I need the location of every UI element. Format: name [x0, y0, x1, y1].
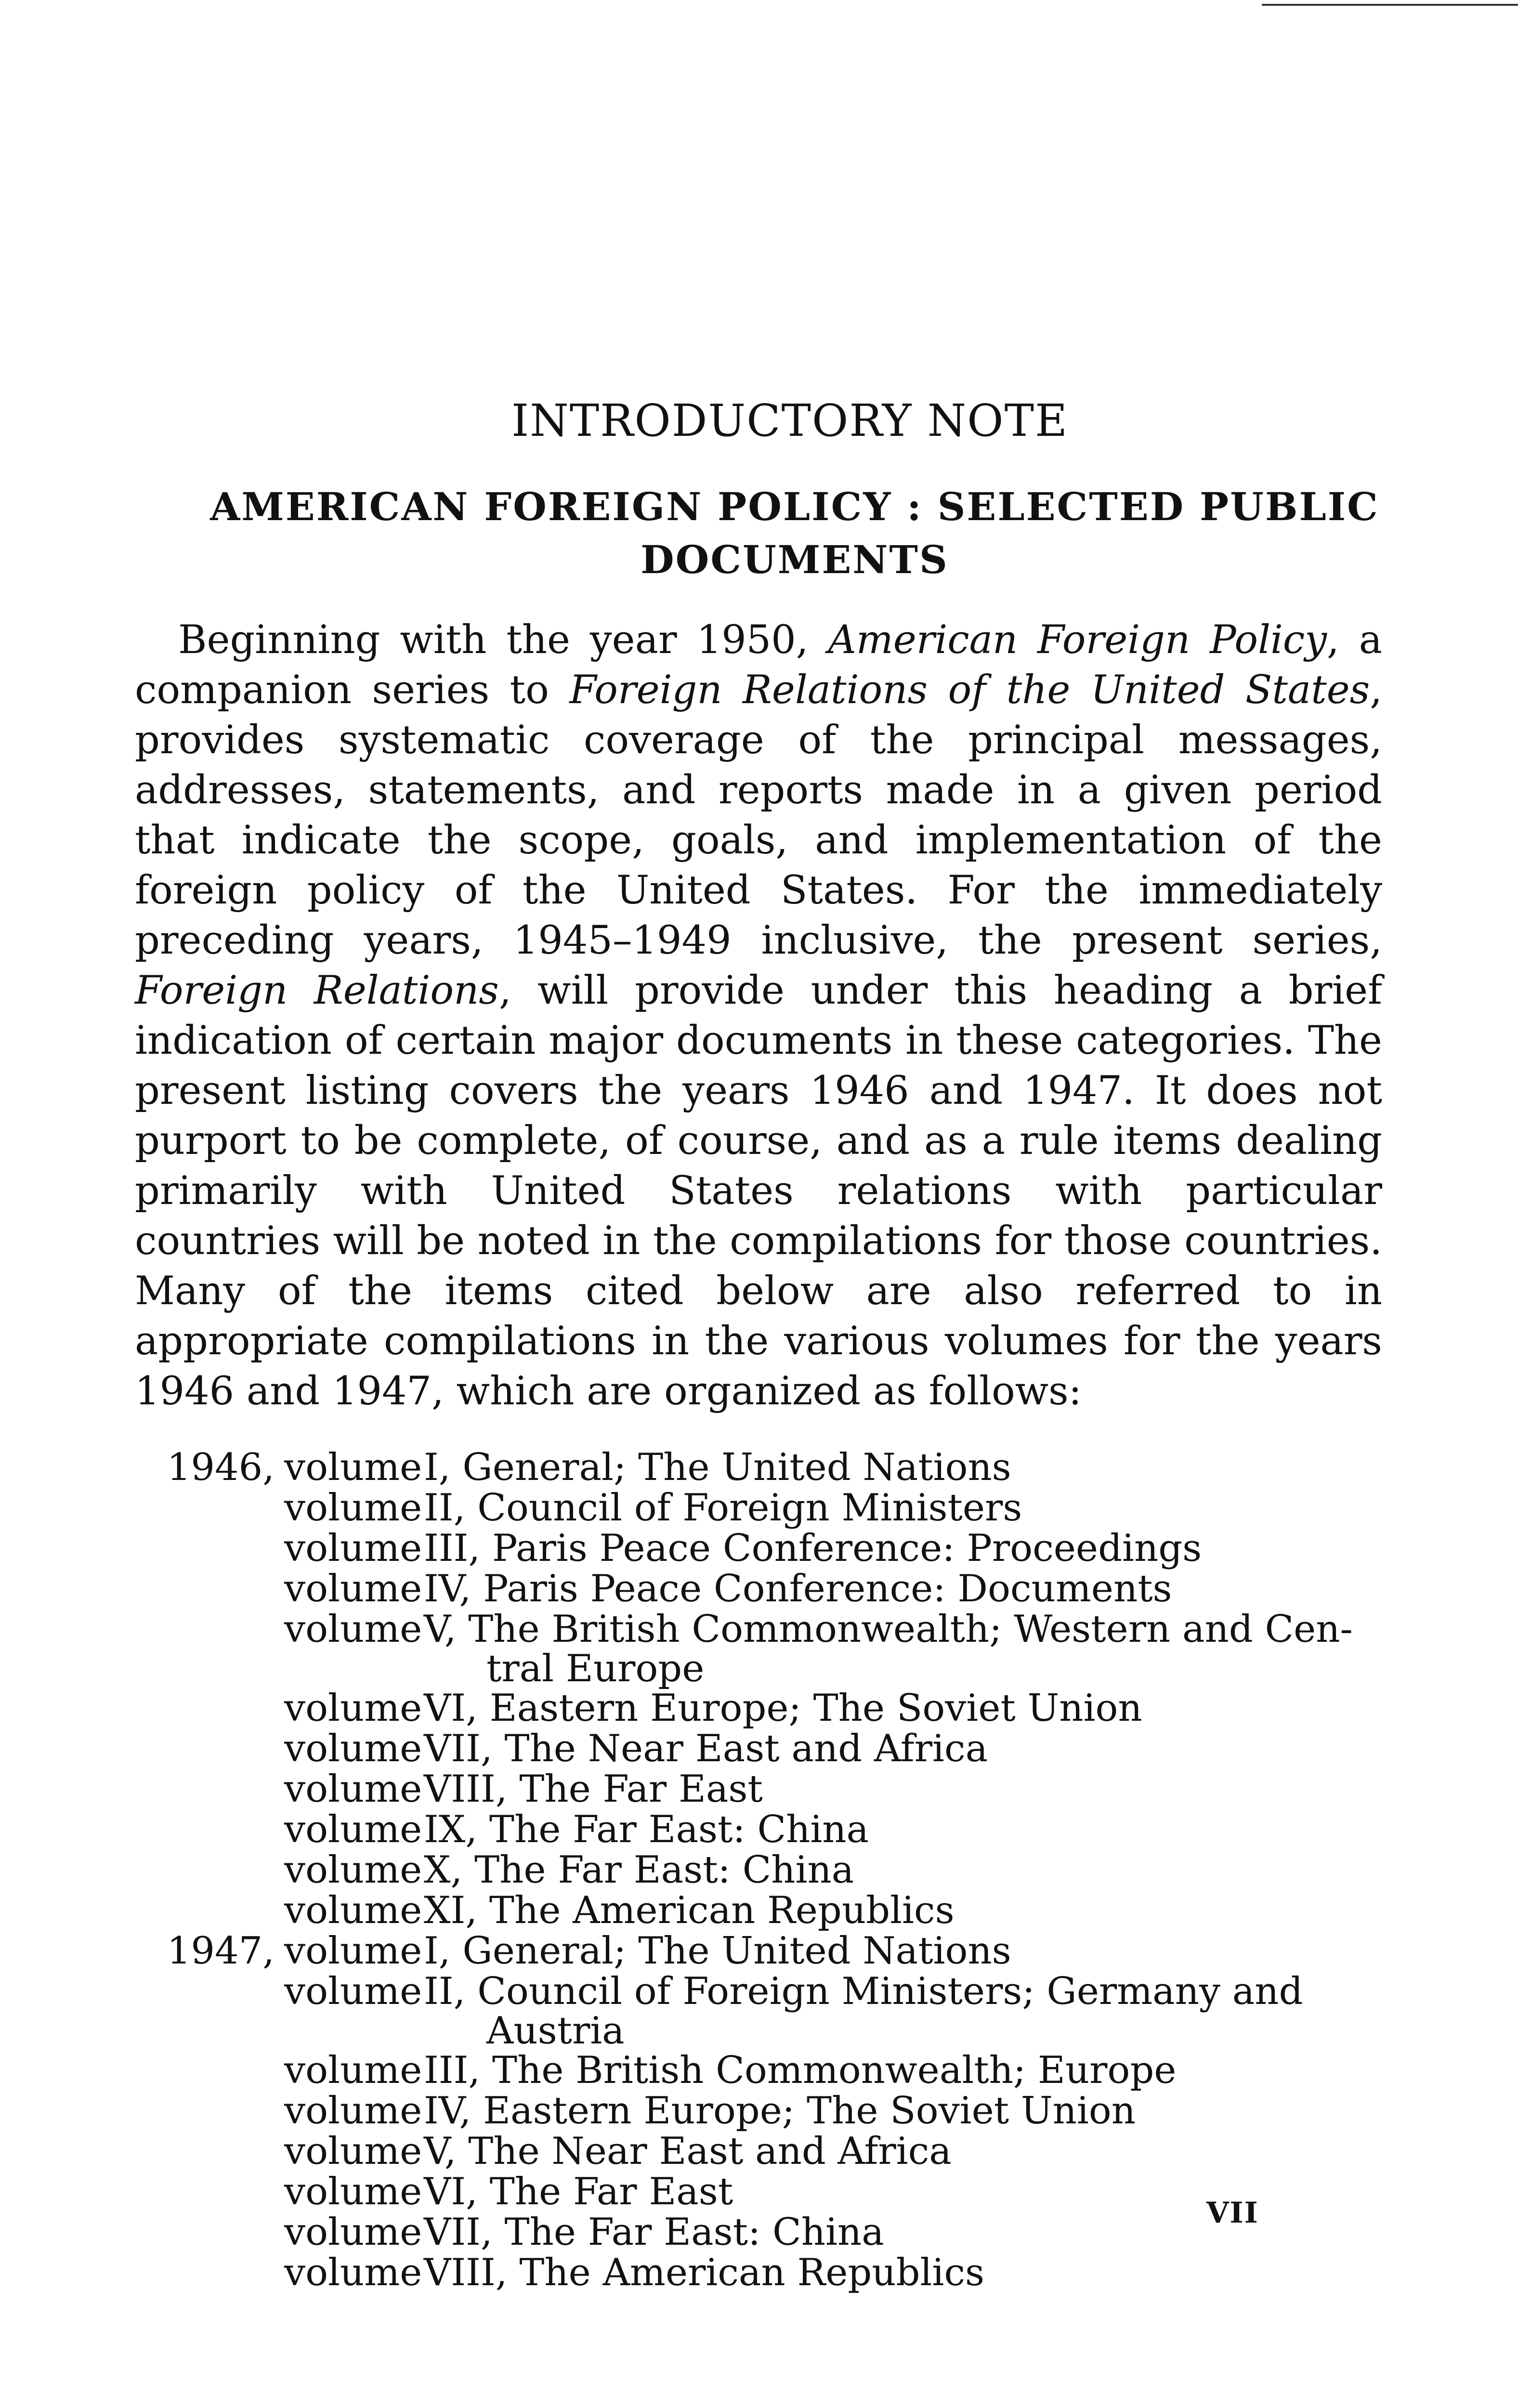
volume-row: [120, 1809, 1382, 1850]
volume-label: volume: [284, 1687, 422, 1730]
italic-title-american-foreign-policy: American Foreign Policy: [828, 617, 1327, 663]
volume-label: volume: [284, 2089, 422, 2133]
volume-year: 1946,: [167, 1446, 275, 1489]
volume-label: volume: [284, 1446, 422, 1489]
volume-row: [120, 2172, 1382, 2212]
volume-title-text: VII, The Near East and Africa: [424, 1727, 988, 1770]
volume-label: volume: [284, 1970, 422, 2013]
volume-title: [419, 2131, 1382, 2172]
paragraph-text-2: , a companion series to: [135, 617, 1382, 713]
volume-title: [419, 1728, 1382, 1769]
volume-title-text: VIII, The American Republics: [424, 2251, 985, 2294]
volume-list: [120, 1447, 1382, 2293]
volume-label: volume: [284, 2170, 422, 2213]
volume-label: volume: [284, 1929, 422, 1973]
volume-label: volume: [284, 1848, 422, 1892]
volume-label: volume: [284, 1727, 422, 1770]
volume-row: [120, 1609, 1382, 1688]
volume-title: [419, 1447, 1382, 1488]
volume-row: [120, 1970, 1382, 2053]
page-title: INTRODUCTORY NOTE: [511, 395, 1069, 446]
volume-row: [120, 1728, 1382, 1769]
volume-title: [419, 2091, 1382, 2131]
volume-title: [419, 1569, 1382, 1609]
volume-row: [120, 1850, 1382, 1890]
volume-title: [419, 1931, 1382, 1971]
volume-title: [419, 1970, 1382, 2053]
volume-row: [120, 1447, 1382, 1488]
volume-title-text: VIII, The Far East: [424, 1767, 763, 1811]
paragraph-text-3: , provides systematic coverage of the principal messages, addresses, statements, and reports made in a given period that indicate the scope, goals, and implementation of the foreign policy of the United States. For the immediately preceding years, 1945–1949 inclusive, the present series,: [135, 667, 1382, 963]
volume-title-text: V, The British Commonwealth; Western and Cen-: [424, 1608, 1353, 1651]
page-number: VII: [1206, 2196, 1259, 2230]
volume-row: [120, 1890, 1382, 1931]
volume-title: [419, 1890, 1382, 1931]
volume-title: [419, 1609, 1382, 1688]
italic-title-foreign-relations-us: Foreign Relations of the United States: [569, 667, 1370, 713]
volume-row: [120, 1528, 1382, 1569]
top-edge-rule: [1262, 4, 1518, 6]
volume-title: [419, 1528, 1382, 1569]
subtitle-line-2: DOCUMENTS: [641, 537, 949, 582]
volume-title-text: X, The Far East: China: [424, 1848, 854, 1892]
paragraph-text-1: Beginning with the year 1950,: [178, 617, 828, 663]
volume-label: volume: [284, 1889, 422, 1932]
volume-title-continuation: Austria: [486, 2009, 625, 2053]
volume-title-text: III, The British Commonwealth; Europe: [424, 2049, 1177, 2092]
volume-row: [120, 1769, 1382, 1809]
volume-title-text: IV, Paris Peace Conference: Documents: [424, 1567, 1172, 1610]
subtitle-line-1: AMERICAN FOREIGN POLICY : SELECTED PUBLIC: [210, 484, 1379, 529]
volume-title: [419, 1488, 1382, 1528]
volume-title-text: IV, Eastern Europe; The Soviet Union: [424, 2089, 1136, 2133]
volume-row: [120, 1688, 1382, 1728]
volume-title: [419, 1809, 1382, 1850]
section-subtitle: [120, 480, 1382, 586]
volume-row: [120, 1931, 1382, 1971]
volume-label: volume: [284, 1808, 422, 1851]
volume-title-text: I, General; The United Nations: [424, 1446, 1011, 1489]
volume-title: [419, 2252, 1382, 2293]
volume-row: [120, 1569, 1382, 1609]
volume-title-text: VII, The Far East: China: [424, 2211, 884, 2254]
volume-title-text: VI, The Far East: [424, 2170, 733, 2213]
volume-row: [120, 2252, 1382, 2293]
page-content: [120, 395, 1382, 2293]
volume-label: volume: [284, 2049, 422, 2092]
volume-row: [120, 2091, 1382, 2131]
volume-label: volume: [284, 1567, 422, 1610]
volume-title-text: VI, Eastern Europe; The Soviet Union: [424, 1687, 1142, 1730]
volume-label: volume: [284, 1527, 422, 1570]
volume-label: volume: [284, 1608, 422, 1651]
paragraph-text-4: , will provide under this heading a brief indication of certain major documents in these categories. The present listing covers the years 1946 and 1947. It does not purport to be complete, of course, and as a rule items dealing primarily with United States relations with particular countries will be noted in the compilations for those countries. Many of the items cited below are also referred to in appropriate compilations in the various volumes for the years 1946 and 1947, which are organized as follows:: [135, 968, 1382, 1414]
volume-title-text: XI, The American Republics: [424, 1889, 955, 1932]
volume-label: volume: [284, 2130, 422, 2173]
volume-title-text: III, Paris Peace Conference: Proceedings: [424, 1527, 1202, 1570]
volume-row: [120, 1488, 1382, 1528]
volume-title-text: IX, The Far East: China: [424, 1808, 869, 1851]
volume-row: [120, 2050, 1382, 2091]
volume-label: volume: [284, 1486, 422, 1530]
volume-row: [120, 2131, 1382, 2172]
volume-row: [120, 2212, 1382, 2252]
volume-title-text: V, The Near East and Africa: [424, 2130, 952, 2173]
volume-title-text: II, Council of Foreign Ministers: [424, 1486, 1022, 1530]
volume-title-continuation: tral Europe: [486, 1647, 705, 1690]
volume-title: [419, 2050, 1382, 2091]
volume-title: [419, 1769, 1382, 1809]
volume-title: [419, 1688, 1382, 1728]
volume-label: volume: [284, 2251, 422, 2294]
volume-title-text: II, Council of Foreign Ministers; Germany and: [424, 1970, 1303, 2013]
volume-title-text: I, General; The United Nations: [424, 1929, 1011, 1973]
volume-title: [419, 1850, 1382, 1890]
intro-paragraph: [120, 615, 1382, 1416]
volume-label: volume: [284, 1767, 422, 1811]
volume-label: volume: [284, 2211, 422, 2254]
italic-title-foreign-relations: Foreign Relations: [135, 968, 499, 1013]
volume-year: 1947,: [167, 1929, 275, 1973]
